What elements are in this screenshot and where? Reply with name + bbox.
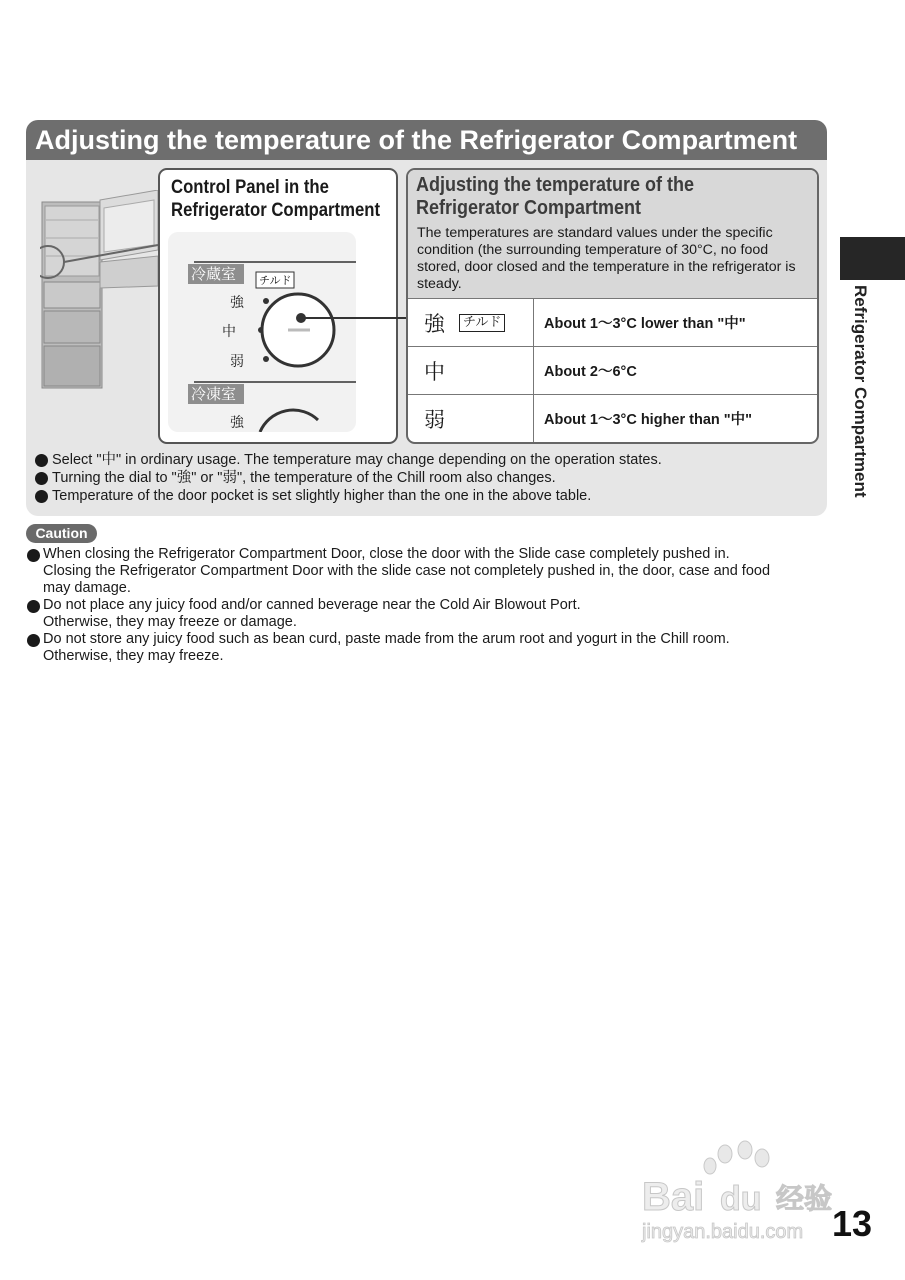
caution-list — [27, 546, 827, 665]
setting-cell: 強 チルド — [408, 299, 534, 346]
fridge-label: 冷蔵室 — [191, 265, 237, 283]
caution-item: When closing the Refrigerator Compartment Door, close the door with the Slide case completely pushed in. Closing the Refrigerator Compartment Door with the slide case not completely pushed in, the door, case and food may damage. — [27, 546, 827, 597]
bullet-icon — [27, 600, 40, 613]
bullet-icon — [27, 634, 40, 647]
note-item: Temperature of the door pocket is set slightly higher than the one in the above table. — [35, 487, 815, 505]
chilled-tag: チルド — [259, 274, 292, 287]
bullet-icon — [35, 472, 48, 485]
note-item: Select "中" in ordinary usage. The temperature may change depending on the operation states. — [35, 451, 815, 469]
chilled-tag: チルド — [459, 314, 505, 332]
freezer-strong-label: 強 — [230, 415, 244, 431]
dial-weak-label: 弱 — [230, 354, 244, 370]
bullet-icon — [35, 454, 48, 467]
watermark-cn: 经验 — [776, 1182, 833, 1215]
temperature-table-header — [408, 170, 817, 298]
temperature-table — [408, 298, 817, 442]
freezer-label: 冷凍室 — [191, 385, 237, 403]
temperature-table-title: Adjusting the temperature of the Refrigerator Compartment — [416, 174, 695, 219]
setting-cell: 中 — [408, 347, 534, 394]
baidu-watermark — [640, 1140, 850, 1250]
value-cell: About 1～3°C higher than "中" — [544, 412, 753, 428]
table-row — [408, 298, 817, 346]
table-row — [408, 394, 817, 442]
section-tab-label: Refrigerator Compartment — [851, 285, 870, 498]
caution-item: Do not place any juicy food and/or canned beverage near the Cold Air Blowout Port. Otherwise, they may freeze or damage. — [27, 597, 827, 631]
notes-list — [35, 451, 815, 505]
value-cell: About 2～6°C — [544, 364, 637, 380]
bullet-icon — [27, 549, 40, 562]
value-cell: About 1～3°C lower than "中" — [544, 316, 746, 332]
dial-medium-label: 中 — [222, 324, 236, 340]
control-panel-illustration — [168, 232, 356, 432]
setting-cell: 弱 — [408, 395, 534, 442]
refrigerator-illustration — [40, 190, 165, 390]
control-panel-box — [158, 168, 398, 444]
page-number: 13 — [832, 1203, 873, 1244]
control-panel-title-line1: Control Panel in the — [171, 177, 329, 198]
caution-badge: Caution — [26, 524, 97, 543]
table-row — [408, 346, 817, 394]
caution-item: Do not store any juicy food such as bean curd, paste made from the arum root and yogurt in the Chill room. Otherwise, they may freeze. — [27, 631, 827, 665]
temperature-table-description: The temperatures are standard values under the specific condition (the surrounding temperature of 30°C, no food stored, door closed and the temperature in the refrigerator is steady. — [417, 225, 796, 292]
watermark-url: jingyan.baidu.com — [642, 1221, 804, 1243]
section-tab — [840, 237, 905, 280]
bullet-icon — [35, 490, 48, 503]
watermark-brand: Bai — [642, 1175, 705, 1219]
dial-strong-label: 強 — [230, 295, 244, 311]
note-item: Turning the dial to "強" or "弱", the temperature of the Chill room also changes. — [35, 469, 815, 487]
dial-connector — [296, 313, 412, 323]
watermark-brand2: du — [720, 1180, 762, 1218]
section-title: Adjusting the temperature of the Refrigerator Compartment — [26, 120, 827, 160]
control-panel-title-line2: Refrigerator Compartment — [171, 200, 381, 221]
control-panel-title — [171, 176, 381, 222]
temperature-table-box — [406, 168, 819, 444]
